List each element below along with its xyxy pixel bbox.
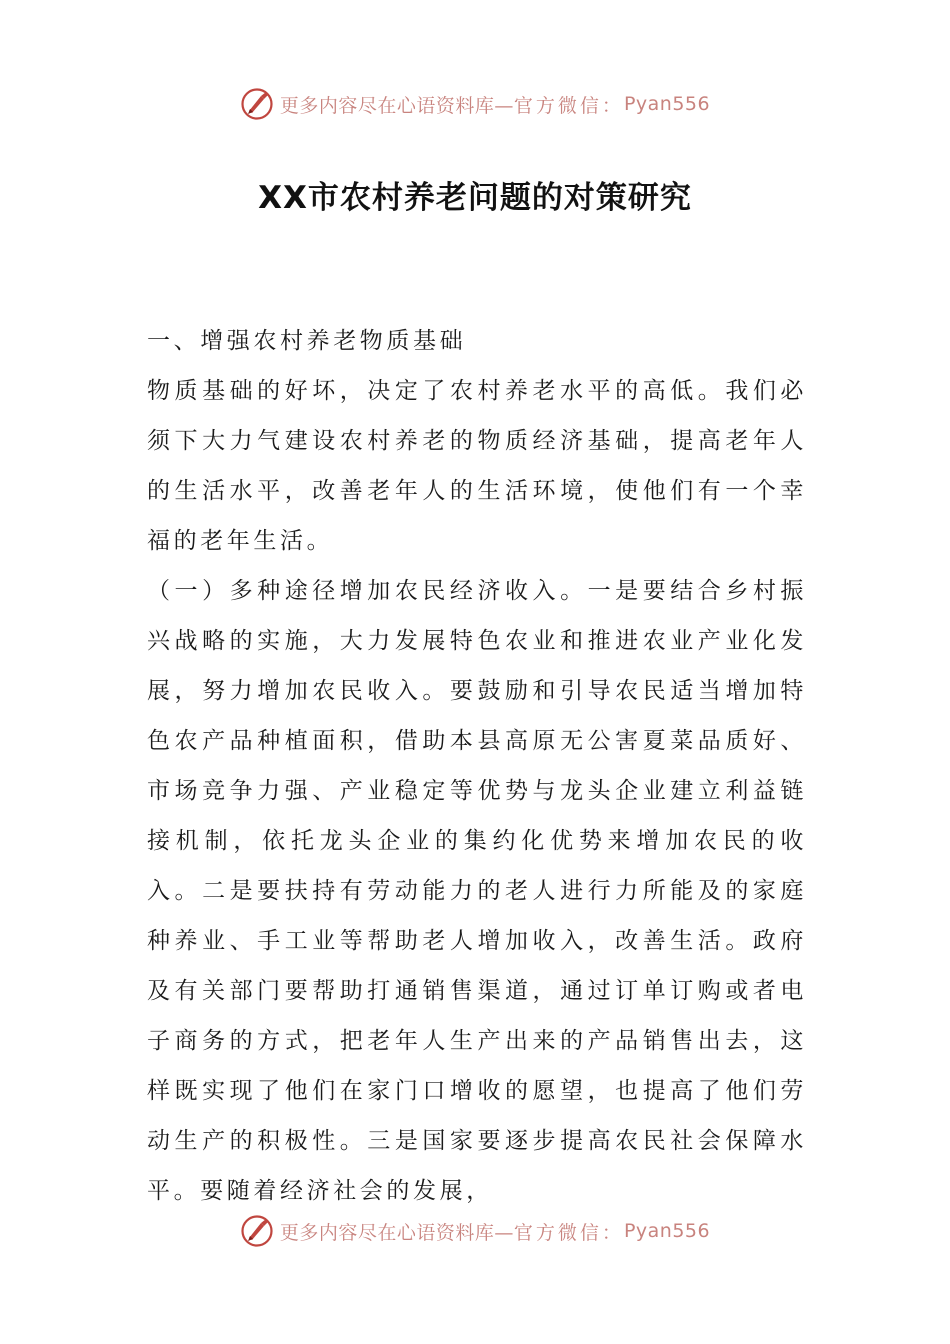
- section-heading: 一、增强农村养老物质基础: [147, 328, 467, 354]
- paragraph-1: 物质基础的好坏，决定了农村养老水平的高低。我们必须下大力气建设农村养老的物质经济基础，提高老年人的生活水平，改善老年人的生活环境，使他们有一个幸福的老年生活。: [147, 378, 807, 554]
- footer-banner: [0, 1209, 950, 1253]
- header-banner: [0, 82, 950, 126]
- paragraph-2: （一）多种途径增加农民经济收入。一是要结合乡村振兴战略的实施，大力发展特色农业和推进农业产业化发展，努力增加农民收入。要鼓励和引导农民适当增加特色农产品种植面积，借助本县高原无公害夏菜品质好、市场竞争力强、产业稳定等优势与龙头企业建立利益链接机制，依托龙头企业的集约化优势来增加农民的收入。二是要扶持有劳动能力的老人进行力所能及的家庭种养业、手工业等帮助老人增加收入，改善生活。政府及有关部门要帮助打通销售渠道，通过订单订购或者电子商务的方式，把老年人生产出来的产品销售出去，这样既实现了他们在家门口增收的愿望，也提高了他们劳动生产的积极性。三是国家要逐步提高农民社会保障水平。要随着经济社会的发展，: [147, 578, 807, 1204]
- banner-official-label: 官方微信：: [513, 94, 624, 117]
- document-title: XX市农村养老问题的对策研究: [258, 180, 692, 216]
- banner-main-text: 更多内容尽在心语资料库—: [279, 94, 514, 117]
- quill-pen-seal-icon: [240, 1214, 274, 1248]
- banner-wechat-id: Pyan556: [623, 93, 711, 115]
- banner-official-label: 官方微信：: [513, 1221, 624, 1244]
- quill-pen-seal-icon: [240, 87, 274, 121]
- banner-wechat-id: Pyan556: [623, 1220, 711, 1242]
- document-body: [147, 316, 807, 1216]
- banner-main-text: 更多内容尽在心语资料库—: [279, 1221, 514, 1244]
